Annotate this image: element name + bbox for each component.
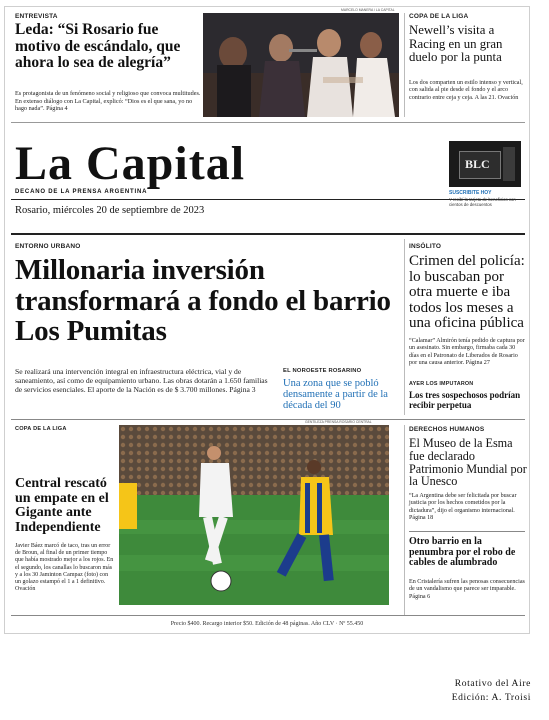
sport-photo-credit: GENTILEZA PRENSA ROSARIO CENTRAL	[305, 420, 372, 424]
main-body: Se realizará una intervención integral en infraestructura eléctrica, vial y de saneamiento, así como de equipamiento urbano. Las obras dotarán a 1.650 familias de servicios esenciales. El aporte de la Nación es de $ 3.700 millones. Página 3	[15, 367, 268, 394]
top-photo-credit: MARCELO MANERA / LA CAPITAL	[341, 8, 395, 12]
sport-body: Javier Báez marcó de taco, tras un error de Broun, al final de un primer tiempo que había mostrado mejor a los rojos. En el segundo, los canallas lo buscaron más y a los 30 Jaminton Campaz (foto) con un golazo estampó el 1 a 1 definitivo. Ovación	[15, 543, 114, 593]
insolito-headline[interactable]: Crimen del policía: lo buscaban por otra muerte e iba todos los meses a una oficina pública	[409, 253, 525, 332]
credit-line-1: Rotativo del Aire	[454, 678, 531, 689]
main-divider	[404, 239, 405, 415]
masthead-slogan: DECANO DE LA PRENSA ARGENTINA	[15, 189, 148, 195]
top-left-body: Es protagonista de un fenómeno social y religioso que convoca multitudes. En extenso diálogo con La Capital, explicó: “Dios es el que sana, yo no hago nada”. Página 4	[15, 90, 201, 113]
cables-rule	[409, 531, 525, 532]
cables-headline[interactable]: Otro barrio en la penumbra por el robo de cables de alumbrado	[409, 536, 516, 569]
main-headline[interactable]: Millonaria inversión transformará a fondo el barrio Los Pumitas	[15, 254, 391, 347]
promo-logo: BLC	[465, 157, 490, 171]
masthead-bottom-rule	[11, 233, 525, 235]
derechos-kicker: DERECHOS HUMANOS	[409, 426, 485, 433]
top-photo-singers	[203, 13, 399, 117]
top-left-headline[interactable]: Leda: “Si Rosario fue motivo de escándalo, que ahora lo sea de alegría”	[15, 21, 181, 71]
main-sub-kicker: EL NOROESTE ROSARINO	[283, 368, 362, 374]
footer-rule	[11, 615, 525, 616]
insolito-sub-headline[interactable]: Los tres sospechosos podrían recibir perpetua	[409, 390, 521, 410]
credit-line-2: Edición: A. Troisi	[451, 692, 531, 703]
top-left-kicker: ENTREVISTA	[15, 13, 58, 20]
subscription-promo-box[interactable]	[449, 141, 521, 187]
insolito-sub-kicker: AYER LOS IMPUTARON	[409, 381, 474, 387]
promo-tag[interactable]: SUSCRIBITE HOY	[449, 190, 492, 196]
top-right-headline[interactable]: Newell’s visita a Racing en un gran duelo por la punta	[409, 23, 503, 64]
derechos-body: “La Argentina debe ser felicitada por buscar justicia por los hechos cometidos por la dictadura”, dijo el organismo internacional. Página 18	[409, 493, 517, 522]
promo-text: Y recibí la tarjeta de beneficios con cientos de descuentos	[449, 197, 516, 208]
derechos-headline[interactable]: El Museo de la Esma fue declarado Patrimonio Mundial por la Unesco	[409, 436, 527, 489]
dateline: Rosario, miércoles 20 de septiembre de 2023	[15, 205, 205, 216]
mid-rule	[11, 419, 525, 420]
top-right-kicker: COPA DE LA LIGA	[409, 13, 469, 20]
cables-body: En Cristalería sufren las penosas consecuencias de un vandalismo que parece ser imparable. Página 6	[409, 579, 525, 600]
sport-photo-football	[119, 425, 389, 605]
insolito-kicker: INSÓLITO	[409, 243, 442, 250]
top-right-body: Los dos comparten un estilo intenso y vertical, con salida al pie desde el fondo y el arco contrario entre ceja y ceja. A las 21. Ovación	[409, 80, 523, 101]
sport-headline[interactable]: Central rescató un empate en el Gigante ante Independiente	[15, 476, 109, 535]
top-divider	[404, 13, 405, 117]
top-strip-rule	[11, 122, 525, 123]
newspaper-front-page	[4, 6, 530, 634]
main-sub-headline[interactable]: Una zona que se pobló densamente a partir de la década del 90	[283, 378, 388, 411]
football-illustration	[119, 425, 389, 605]
sport-kicker: COPA DE LA LIGA	[15, 426, 67, 432]
masthead-title[interactable]: La Capital	[15, 137, 246, 190]
singers-illustration	[203, 13, 399, 117]
bottom-divider	[404, 425, 405, 615]
main-kicker: ENTORNO URBANO	[15, 243, 81, 250]
footer-price-line: Precio $400. Recargo interior $50. Edición de 48 páginas. Año CLV · Nº 55.450	[170, 621, 364, 627]
masthead-rule	[11, 199, 525, 200]
insolito-body: “Calamar” Almirón tenía pedido de captura por un asesinato. Sin embargo, firmaba cada 30 días en el Patronato de Liberados de Rosario por una causa anterior. Página 27	[409, 338, 525, 367]
